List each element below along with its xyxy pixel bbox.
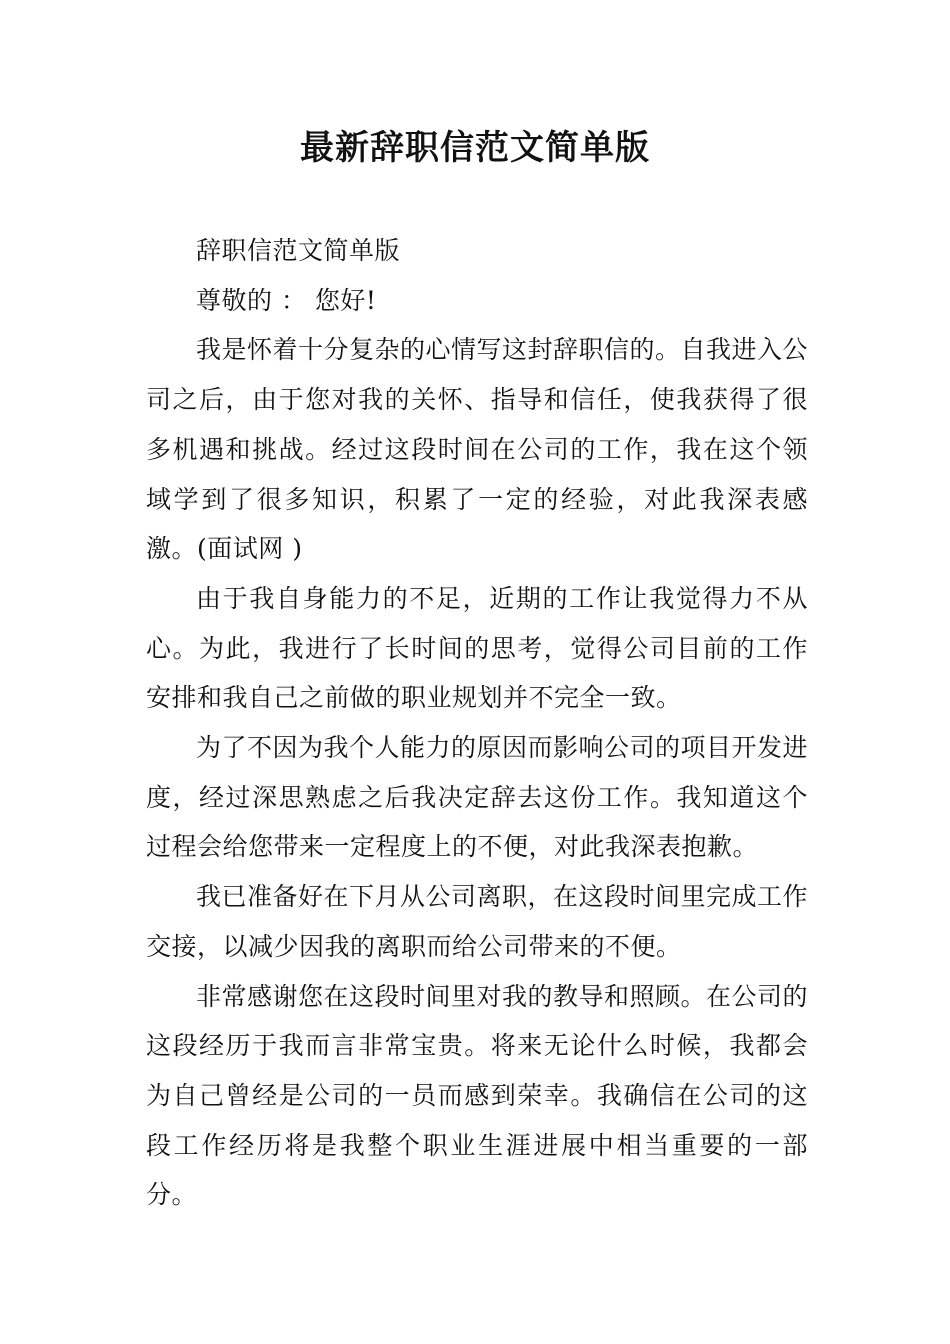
- document-title: 最新辞职信范文简单版: [300, 128, 650, 168]
- document-body: [146, 226, 808, 1220]
- paragraph-5: 非常感谢您在这段时间里对我的教导和照顾。在公司的这段经历于我而言非常宝贵。将来无论什么时候，我都会为自己曾经是公司的一员而感到荣幸。我确信在公司的这段工作经历将是我整个职业生涯进展中相当重要的一部分。: [146, 981, 809, 1210]
- letter-salutation: 尊敬的 ： 您好!: [196, 285, 377, 315]
- paragraph-3: 为了不因为我个人能力的原因而影响公司的项目开发进度，经过深思熟虑之后我决定辞去这份工作。我知道这个过程会给您带来一定程度上的不便，对此我深表抱歉。: [146, 733, 809, 862]
- paragraph-2: 由于我自身能力的不足，近期的工作让我觉得力不从心。为此，我进行了长时间的思考，觉得公司目前的工作安排和我自己之前做的职业规划并不完全一致。: [146, 583, 808, 713]
- letter-subject: 辞职信范文简单版: [196, 236, 401, 265]
- paragraph-1: 我是怀着十分复杂的心情写这封辞职信的。自我进入公司之后，由于您对我的关怀、指导和信任，使我获得了很多机遇和挑战。经过这段时间在公司的工作，我在这个领域学到了很多知识，积累了一定的经验，对此我深表感激。(面试网 ): [146, 335, 809, 564]
- paragraph-4: 我已准备好在下月从公司离职，在这段时间里完成工作交接，以减少因我的离职而给公司带来的不便。: [146, 882, 809, 961]
